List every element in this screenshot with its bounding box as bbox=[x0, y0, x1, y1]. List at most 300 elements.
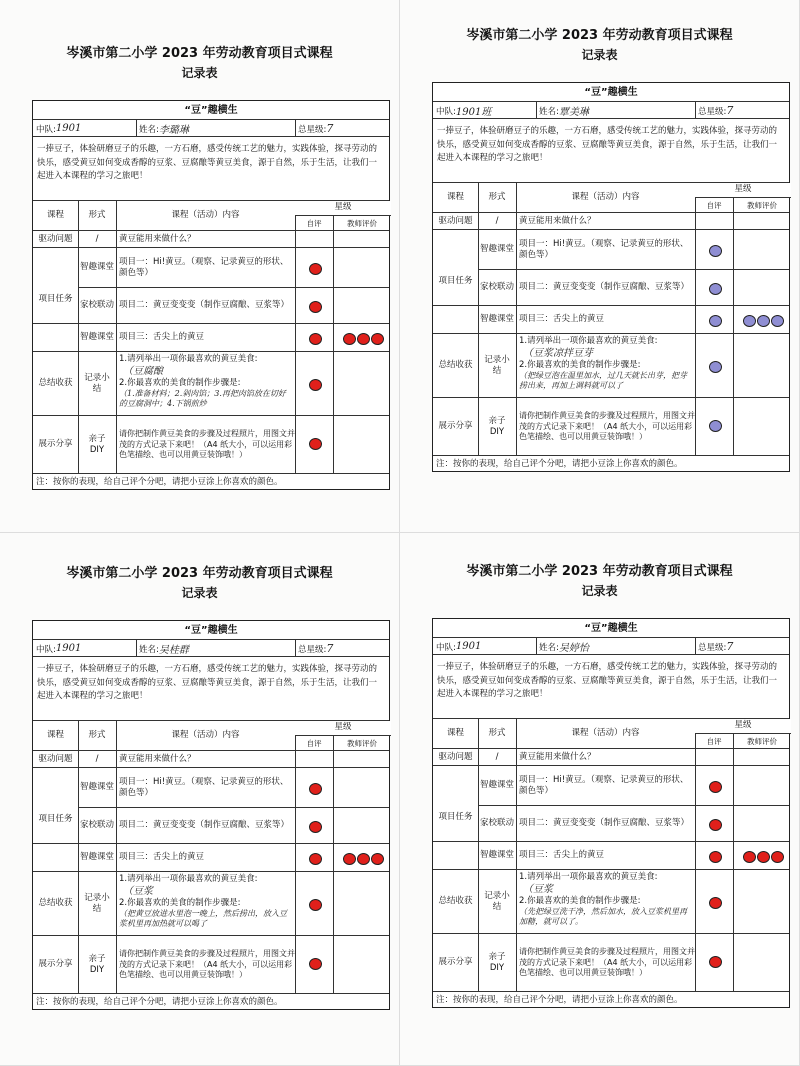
name-label: 姓名: bbox=[139, 644, 159, 655]
record-form bbox=[32, 100, 390, 490]
self-rating-bean[interactable] bbox=[309, 899, 322, 911]
task1-content: 项目一：Hi!黄豆。（观察、记录黄豆的形状、颜色等） bbox=[519, 238, 689, 260]
row-drive bbox=[33, 750, 389, 768]
self-rating-bean[interactable] bbox=[709, 420, 722, 432]
self-rating-bean[interactable] bbox=[309, 783, 322, 795]
divider bbox=[695, 766, 696, 806]
row-show bbox=[33, 415, 389, 474]
squad-value: 1901 bbox=[55, 123, 82, 134]
row-t2 bbox=[33, 807, 389, 844]
summary-q2: 2.你最喜欢的美食的制作步骤是: bbox=[119, 898, 241, 909]
row-drive bbox=[33, 230, 389, 248]
row-note bbox=[433, 455, 789, 474]
divider bbox=[295, 872, 296, 936]
row-info bbox=[433, 101, 789, 119]
row-header bbox=[33, 720, 389, 751]
divider bbox=[295, 808, 296, 844]
divider bbox=[295, 936, 296, 994]
divider bbox=[295, 640, 296, 657]
squad-label: 中队: bbox=[36, 124, 56, 135]
divider bbox=[536, 102, 537, 119]
self-rating-bean[interactable] bbox=[309, 438, 322, 450]
row-t2 bbox=[433, 269, 789, 306]
divider bbox=[733, 270, 734, 306]
divider bbox=[695, 934, 696, 992]
name-value: 李璐琳 bbox=[158, 125, 189, 136]
row-course bbox=[433, 619, 789, 637]
record-title: 记录表 bbox=[181, 586, 218, 600]
teacher-rating-bean[interactable] bbox=[771, 315, 784, 327]
row-t1 bbox=[433, 765, 789, 806]
divider bbox=[733, 766, 734, 806]
task3-content: 项目三：舌尖上的黄豆 bbox=[119, 332, 205, 343]
total-stars-value: 7 bbox=[726, 104, 734, 117]
making-steps: （把绿豆泡在温里加水，过几天就长出芽，把芽捞出来，再加上调料就可以了 bbox=[519, 371, 687, 391]
divider bbox=[333, 872, 334, 936]
self-rating-bean[interactable] bbox=[709, 781, 722, 793]
course-name: “豆”趣横生 bbox=[184, 104, 238, 116]
row-header bbox=[33, 200, 389, 231]
divider bbox=[295, 768, 296, 808]
divider bbox=[695, 270, 696, 306]
total-stars-value: 7 bbox=[326, 122, 334, 135]
summary-course: 总结收获 bbox=[38, 898, 73, 909]
col-form: 形式 bbox=[88, 730, 106, 741]
divider bbox=[295, 324, 296, 352]
divider bbox=[295, 416, 296, 474]
divider bbox=[295, 231, 296, 248]
self-rating-bean[interactable] bbox=[309, 958, 322, 970]
col-course: 课程 bbox=[46, 730, 64, 741]
row-t1 bbox=[33, 247, 389, 288]
summary-course: 总结收获 bbox=[438, 360, 473, 371]
summary-content bbox=[516, 334, 695, 398]
row-sum bbox=[33, 871, 389, 936]
task2-content: 项目二：黄豆变变变（制作豆腐酿、豆浆等） bbox=[119, 820, 290, 831]
task-course: 项目任务 bbox=[433, 230, 478, 334]
task3-form: 智趣课堂 bbox=[80, 852, 115, 863]
row-intro bbox=[33, 656, 389, 721]
self-rating-bean[interactable] bbox=[709, 361, 722, 373]
teacher-rating-bean[interactable] bbox=[357, 333, 370, 345]
divider bbox=[295, 120, 296, 137]
col-form: 形式 bbox=[488, 728, 506, 739]
task3-form: 智趣课堂 bbox=[80, 332, 115, 343]
squad-label: 中队: bbox=[36, 644, 56, 655]
show-form: 亲子DIY bbox=[88, 953, 106, 975]
task1-form: 智趣课堂 bbox=[480, 780, 515, 791]
show-form: 亲子DIY bbox=[488, 415, 506, 437]
col-stars: 星级 bbox=[695, 719, 791, 733]
row-t3 bbox=[433, 305, 789, 334]
task2-content: 项目二：黄豆变变变（制作豆腐酿、豆浆等） bbox=[519, 818, 690, 829]
intro-text: 一捧豆子，体验研磨豆子的乐趣，一方石磨，感受传统工艺的魅力，实践体验，探寻劳动的快乐，感受黄豆如何变成香醇的豆浆、豆腐酿等黄豆美食，源于自然，乐于生活，让我们一起进入本课程的学习之旅吧！ bbox=[37, 664, 378, 702]
divider bbox=[695, 806, 696, 842]
row-t3 bbox=[33, 843, 389, 872]
col-course: 课程 bbox=[46, 210, 64, 221]
driving-course: 驱动问题 bbox=[438, 215, 473, 226]
col-content: 课程（活动）内容 bbox=[171, 730, 240, 741]
divider bbox=[295, 751, 296, 768]
squad-field bbox=[36, 640, 136, 657]
driving-form: / bbox=[495, 751, 499, 762]
divider bbox=[733, 842, 734, 870]
teacher-rating-bean[interactable] bbox=[757, 851, 770, 863]
row-header bbox=[433, 718, 789, 749]
note: 注：按你的表现，给自己评个分吧，请把小豆涂上你喜欢的颜色。 bbox=[436, 995, 683, 1006]
self-rating-bean[interactable] bbox=[309, 333, 322, 345]
self-rating-bean[interactable] bbox=[709, 819, 722, 831]
self-rating-bean[interactable] bbox=[709, 956, 722, 968]
driving-content: 黄豆能用来做什么？ bbox=[119, 233, 196, 244]
record-sheet-1 bbox=[0, 0, 400, 533]
divider bbox=[295, 248, 296, 288]
row-t2 bbox=[33, 287, 389, 324]
row-t3 bbox=[33, 323, 389, 352]
row-t1 bbox=[33, 767, 389, 808]
show-course: 展示分享 bbox=[38, 439, 73, 450]
summary-q2: 2.你最喜欢的美食的制作步骤是: bbox=[519, 896, 641, 907]
school-title: 岑溪市第二小学 2023 年劳动教育项目式课程 bbox=[66, 46, 333, 61]
total-stars-value: 7 bbox=[726, 640, 734, 653]
divider bbox=[136, 640, 137, 657]
divider bbox=[295, 844, 296, 872]
divider bbox=[733, 398, 734, 456]
col-content: 课程（活动）内容 bbox=[571, 192, 640, 203]
summary-q1: 1.请列举出一项你最喜欢的黄豆美食: bbox=[119, 354, 258, 364]
task2-form: 家校联动 bbox=[480, 818, 515, 829]
squad-value: 1901 bbox=[455, 641, 482, 652]
school-title: 岑溪市第二小学 2023 年劳动教育项目式课程 bbox=[466, 564, 733, 579]
teacher-rating-bean[interactable] bbox=[743, 315, 756, 327]
course-name: “豆”趣横生 bbox=[184, 624, 238, 636]
show-content: 请你把制作黄豆美食的步骤及过程照片，用图文并茂的方式记录下来吧！（A4 纸大小，可以运用彩色笔描绘、也可以用黄豆装饰哦！） bbox=[119, 429, 295, 460]
col-teacher: 教师评价 bbox=[347, 218, 377, 228]
intro-text: 一捧豆子，体验研磨豆子的乐趣，一方石磨，感受传统工艺的魅力，实践体验，探寻劳动的快乐，感受黄豆如何变成香醇的豆浆、豆腐酿等黄豆美食，源于自然，乐于生活，让我们一起进入本课程的学习之旅吧！ bbox=[37, 144, 378, 182]
divider bbox=[333, 768, 334, 808]
task1-content: 项目一：Hi!黄豆。（观察、记录黄豆的形状、颜色等） bbox=[119, 256, 289, 278]
col-teacher: 教师评价 bbox=[747, 200, 777, 210]
row-drive bbox=[433, 748, 789, 766]
teacher-rating-bean[interactable] bbox=[343, 333, 356, 345]
divider bbox=[733, 806, 734, 842]
record-title: 记录表 bbox=[181, 66, 218, 80]
col-course: 课程 bbox=[446, 728, 464, 739]
row-header bbox=[433, 182, 789, 213]
teacher-rating-bean[interactable] bbox=[371, 333, 384, 345]
row-info bbox=[33, 639, 389, 657]
record-form bbox=[32, 620, 390, 1010]
task1-form: 智趣课堂 bbox=[80, 782, 115, 793]
total-stars-label: 总星级: bbox=[698, 106, 727, 117]
col-form: 形式 bbox=[88, 210, 106, 221]
divider bbox=[733, 230, 734, 270]
task1-form: 智趣课堂 bbox=[480, 244, 515, 255]
total-stars-field bbox=[698, 102, 788, 119]
row-show bbox=[33, 935, 389, 994]
summary-content bbox=[116, 872, 295, 936]
name-field bbox=[139, 640, 289, 657]
name-label: 姓名: bbox=[539, 642, 559, 653]
summary-form: 记录小结 bbox=[484, 354, 510, 376]
divider bbox=[733, 934, 734, 992]
summary-form: 记录小结 bbox=[84, 892, 110, 914]
show-course: 展示分享 bbox=[438, 421, 473, 432]
row-info bbox=[33, 119, 389, 137]
name-value: 吴婷怡 bbox=[558, 643, 589, 654]
divider bbox=[695, 334, 696, 398]
school-title: 岑溪市第二小学 2023 年劳动教育项目式课程 bbox=[66, 566, 333, 581]
summary-q1: 1.请列举出一项你最喜欢的黄豆美食: bbox=[519, 336, 658, 346]
driving-content: 黄豆能用来做什么？ bbox=[119, 753, 196, 764]
intro-text: 一捧豆子，体验研磨豆子的乐趣，一方石磨，感受传统工艺的魅力，实践体验，探寻劳动的快乐，感受黄豆如何变成香醇的豆浆、豆腐酿等黄豆美食，源于自然，乐于生活，让我们一起进入本课程的学习之旅吧！ bbox=[437, 126, 778, 164]
summary-content bbox=[516, 870, 695, 934]
col-self: 自评 bbox=[306, 738, 322, 748]
divider bbox=[333, 324, 334, 352]
row-info bbox=[433, 637, 789, 655]
row-intro bbox=[33, 136, 389, 201]
show-content: 请你把制作黄豆美食的步骤及过程照片，用图文并茂的方式记录下来吧！（A4 纸大小，可以运用彩色笔描绘、也可以用黄豆装饰哦！） bbox=[119, 949, 295, 980]
divider bbox=[695, 749, 696, 766]
total-stars-field bbox=[298, 120, 388, 137]
teacher-rating-bean[interactable] bbox=[743, 851, 756, 863]
squad-field bbox=[436, 638, 536, 655]
squad-value: 1901 bbox=[55, 643, 82, 654]
making-steps: （1.准备材料；2.剁肉馅；3.再把肉馅放在切好的豆腐洞中；4.下锅煎炒 bbox=[119, 389, 286, 409]
divider bbox=[695, 102, 696, 119]
total-stars-label: 总星级: bbox=[298, 644, 327, 655]
task3-content: 项目三：舌尖上的黄豆 bbox=[519, 850, 605, 861]
summary-form: 记录小结 bbox=[84, 372, 110, 394]
summary-content bbox=[116, 352, 295, 416]
row-sum bbox=[433, 869, 789, 934]
total-stars-value: 7 bbox=[326, 642, 334, 655]
summary-form: 记录小结 bbox=[484, 890, 510, 912]
favorite-food: （豆浆 bbox=[523, 884, 553, 896]
name-field bbox=[539, 102, 689, 119]
summary-q2: 2.你最喜欢的美食的制作步骤是: bbox=[519, 360, 641, 371]
col-form: 形式 bbox=[488, 192, 506, 203]
col-self: 自评 bbox=[706, 736, 722, 746]
driving-form: / bbox=[95, 753, 99, 764]
note: 注：按你的表现，给自己评个分吧，请把小豆涂上你喜欢的颜色。 bbox=[436, 459, 683, 470]
col-teacher: 教师评价 bbox=[347, 738, 377, 748]
divider bbox=[695, 213, 696, 230]
record-form bbox=[432, 618, 790, 1008]
divider bbox=[333, 288, 334, 324]
total-stars-field bbox=[298, 640, 388, 657]
favorite-food: （豆浆凉拌豆芽 bbox=[523, 348, 593, 360]
task3-content: 项目三：舌尖上的黄豆 bbox=[519, 314, 605, 325]
summary-q1: 1.请列举出一项你最喜欢的黄豆美食: bbox=[119, 874, 258, 884]
making-steps: （把黄豆放进水里泡一晚上，然后捞出，放入豆浆机里再加热就可以喝了 bbox=[119, 909, 287, 929]
school-title: 岑溪市第二小学 2023 年劳动教育项目式课程 bbox=[466, 28, 733, 43]
divider bbox=[333, 751, 334, 768]
col-content: 课程（活动）内容 bbox=[171, 210, 240, 221]
task1-form: 智趣课堂 bbox=[80, 262, 115, 273]
show-course: 展示分享 bbox=[38, 959, 73, 970]
self-rating-bean[interactable] bbox=[309, 853, 322, 865]
course-name: “豆”趣横生 bbox=[584, 86, 638, 98]
divider bbox=[695, 230, 696, 270]
row-drive bbox=[433, 212, 789, 230]
self-rating-bean[interactable] bbox=[309, 821, 322, 833]
row-t3 bbox=[433, 841, 789, 870]
show-content: 请你把制作黄豆美食的步骤及过程照片，用图文并茂的方式记录下来吧！（A4 纸大小，可以运用彩色笔描绘、也可以用黄豆装饰哦！） bbox=[519, 947, 695, 978]
name-field bbox=[539, 638, 689, 655]
self-rating-bean[interactable] bbox=[709, 315, 722, 327]
squad-field bbox=[436, 102, 536, 119]
favorite-food: （豆腐酿 bbox=[123, 366, 163, 378]
divider bbox=[733, 306, 734, 334]
task2-content: 项目二：黄豆变变变（制作豆腐酿、豆浆等） bbox=[519, 282, 690, 293]
row-course bbox=[33, 621, 389, 639]
task2-content: 项目二：黄豆变变变（制作豆腐酿、豆浆等） bbox=[119, 300, 290, 311]
task2-form: 家校联动 bbox=[480, 282, 515, 293]
driving-content: 黄豆能用来做什么？ bbox=[519, 215, 596, 226]
intro-text: 一捧豆子，体验研磨豆子的乐趣，一方石磨，感受传统工艺的魅力，实践体验，探寻劳动的快乐，感受黄豆如何变成香醇的豆浆、豆腐酿等黄豆美食，源于自然，乐于生活，让我们一起进入本课程的学习之旅吧！ bbox=[437, 662, 778, 700]
record-title: 记录表 bbox=[581, 48, 618, 62]
divider bbox=[695, 870, 696, 934]
driving-content: 黄豆能用来做什么？ bbox=[519, 751, 596, 762]
squad-label: 中队: bbox=[436, 642, 456, 653]
row-note bbox=[33, 993, 389, 1012]
divider bbox=[695, 842, 696, 870]
name-label: 姓名: bbox=[539, 106, 559, 117]
self-rating-bean[interactable] bbox=[709, 245, 722, 257]
driving-form: / bbox=[495, 215, 499, 226]
divider bbox=[695, 398, 696, 456]
task-course: 项目任务 bbox=[33, 768, 78, 872]
task3-form: 智趣课堂 bbox=[480, 314, 515, 325]
row-show bbox=[433, 397, 789, 456]
squad-field bbox=[36, 120, 136, 137]
divider bbox=[333, 231, 334, 248]
row-course bbox=[433, 83, 789, 101]
name-value: 吴桂群 bbox=[158, 645, 189, 656]
record-form bbox=[432, 82, 790, 472]
divider bbox=[136, 120, 137, 137]
driving-course: 驱动问题 bbox=[38, 753, 73, 764]
row-t1 bbox=[433, 229, 789, 270]
note: 注：按你的表现，给自己评个分吧，请把小豆涂上你喜欢的颜色。 bbox=[36, 477, 283, 488]
record-sheet-4 bbox=[400, 533, 800, 1066]
summary-q2: 2.你最喜欢的美食的制作步骤是: bbox=[119, 378, 241, 389]
row-note bbox=[433, 991, 789, 1010]
task-course: 项目任务 bbox=[33, 248, 78, 352]
divider bbox=[333, 808, 334, 844]
summary-q1: 1.请列举出一项你最喜欢的黄豆美食: bbox=[519, 872, 658, 882]
favorite-food: （豆浆 bbox=[123, 886, 153, 898]
record-sheet-2 bbox=[400, 0, 800, 533]
teacher-rating-bean[interactable] bbox=[343, 853, 356, 865]
row-note bbox=[33, 473, 389, 492]
task2-form: 家校联动 bbox=[80, 300, 115, 311]
teacher-rating-bean[interactable] bbox=[357, 853, 370, 865]
teacher-rating-bean[interactable] bbox=[757, 315, 770, 327]
summary-course: 总结收获 bbox=[38, 378, 73, 389]
divider bbox=[333, 416, 334, 474]
task-course: 项目任务 bbox=[433, 766, 478, 870]
divider bbox=[295, 352, 296, 416]
squad-label: 中队: bbox=[436, 106, 456, 117]
squad-value: 1901班 bbox=[455, 107, 492, 118]
row-show bbox=[433, 933, 789, 992]
task1-content: 项目一：Hi!黄豆。（观察、记录黄豆的形状、颜色等） bbox=[519, 774, 689, 796]
driving-course: 驱动问题 bbox=[438, 751, 473, 762]
self-rating-bean[interactable] bbox=[309, 379, 322, 391]
row-course bbox=[33, 101, 389, 119]
row-t2 bbox=[433, 805, 789, 842]
divider bbox=[733, 870, 734, 934]
row-intro bbox=[433, 654, 789, 719]
col-stars: 星级 bbox=[295, 721, 391, 735]
col-teacher: 教师评价 bbox=[747, 736, 777, 746]
name-value: 覃美琳 bbox=[558, 107, 589, 118]
teacher-rating-bean[interactable] bbox=[371, 853, 384, 865]
col-self: 自评 bbox=[306, 218, 322, 228]
divider bbox=[733, 334, 734, 398]
row-sum bbox=[33, 351, 389, 416]
row-intro bbox=[433, 118, 789, 183]
note: 注：按你的表现，给自己评个分吧，请把小豆涂上你喜欢的颜色。 bbox=[36, 997, 283, 1008]
teacher-rating-bean[interactable] bbox=[771, 851, 784, 863]
record-title: 记录表 bbox=[581, 584, 618, 598]
divider bbox=[333, 352, 334, 416]
total-stars-label: 总星级: bbox=[698, 642, 727, 653]
task2-form: 家校联动 bbox=[80, 820, 115, 831]
task3-content: 项目三：舌尖上的黄豆 bbox=[119, 852, 205, 863]
self-rating-bean[interactable] bbox=[709, 851, 722, 863]
divider bbox=[295, 288, 296, 324]
divider bbox=[695, 306, 696, 334]
total-stars-label: 总星级: bbox=[298, 124, 327, 135]
row-sum bbox=[433, 333, 789, 398]
divider bbox=[333, 844, 334, 872]
self-rating-bean[interactable] bbox=[709, 897, 722, 909]
task3-form: 智趣课堂 bbox=[480, 850, 515, 861]
col-content: 课程（活动）内容 bbox=[571, 728, 640, 739]
show-course: 展示分享 bbox=[438, 957, 473, 968]
self-rating-bean[interactable] bbox=[709, 283, 722, 295]
course-name: “豆”趣横生 bbox=[584, 622, 638, 634]
summary-course: 总结收获 bbox=[438, 896, 473, 907]
divider bbox=[536, 638, 537, 655]
show-form: 亲子DIY bbox=[488, 951, 506, 973]
total-stars-field bbox=[698, 638, 788, 655]
col-stars: 星级 bbox=[695, 183, 791, 197]
name-label: 姓名: bbox=[139, 124, 159, 135]
col-stars: 星级 bbox=[295, 201, 391, 215]
driving-course: 驱动问题 bbox=[38, 233, 73, 244]
driving-form: / bbox=[95, 233, 99, 244]
divider bbox=[333, 936, 334, 994]
divider bbox=[695, 638, 696, 655]
show-content: 请你把制作黄豆美食的步骤及过程照片，用图文并茂的方式记录下来吧！（A4 纸大小，可以运用彩色笔描绘、也可以用黄豆装饰哦！） bbox=[519, 411, 695, 442]
task1-content: 项目一：Hi!黄豆。（观察、记录黄豆的形状、颜色等） bbox=[119, 776, 289, 798]
making-steps: （先把绿豆洗干净，然后加水，放入豆浆机里再加糖，就可以了。 bbox=[519, 907, 687, 927]
col-course: 课程 bbox=[446, 192, 464, 203]
record-sheet-3 bbox=[0, 533, 400, 1066]
divider bbox=[733, 749, 734, 766]
divider bbox=[733, 213, 734, 230]
show-form: 亲子DIY bbox=[88, 433, 106, 455]
self-rating-bean[interactable] bbox=[309, 301, 322, 313]
self-rating-bean[interactable] bbox=[309, 263, 322, 275]
col-self: 自评 bbox=[706, 200, 722, 210]
name-field bbox=[139, 120, 289, 137]
divider bbox=[333, 248, 334, 288]
